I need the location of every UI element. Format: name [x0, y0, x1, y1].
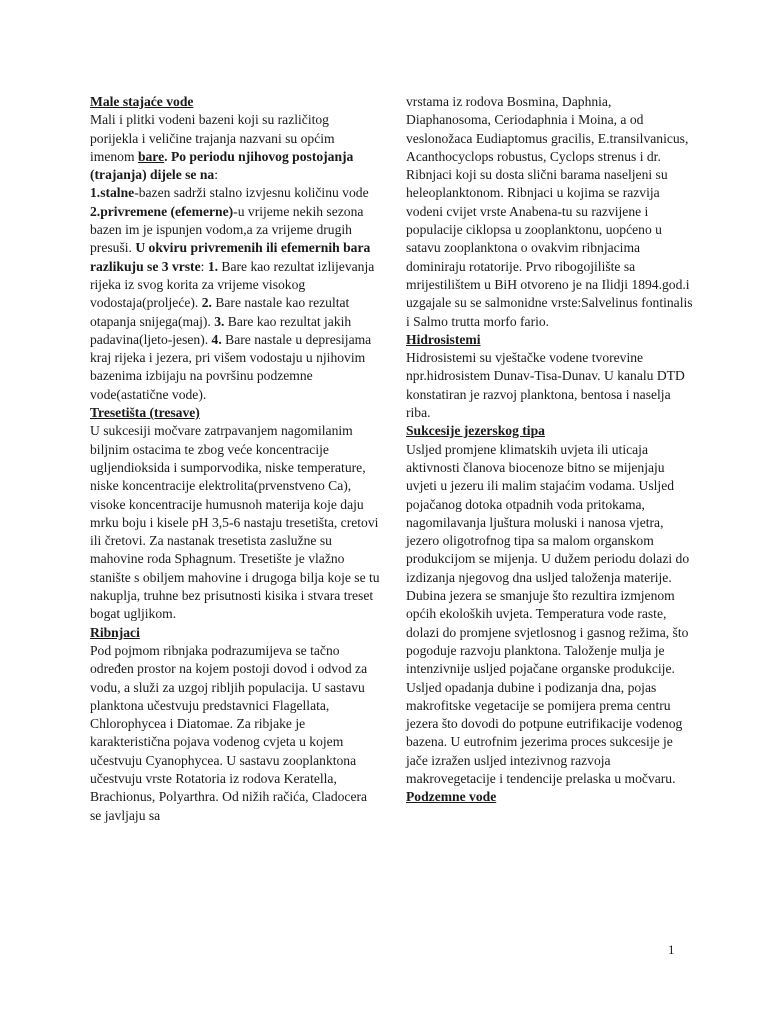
section-hidrosistemi: [406, 331, 696, 422]
list-number: 3.: [214, 313, 225, 329]
page-number: 1: [668, 942, 675, 957]
left-column: [90, 93, 380, 825]
section-tresetista: [90, 404, 380, 624]
text-run: -u vrijeme nekih sezona bazen im je ispunjen vodom,a za vrijeme drugih presuši.: [90, 203, 364, 256]
list-number: 1.: [207, 258, 219, 274]
section-heading: Sukcesije jezerskog tipa: [406, 423, 545, 439]
section-heading: Male stajaće vode: [90, 94, 194, 109]
text-run: Bare kao rezultat jakih padavina(ljeto-jesen).: [90, 313, 352, 347]
label-stalne: 1.stalne: [90, 185, 135, 201]
right-column: [406, 93, 696, 807]
section-male-stajace-vode: [90, 93, 380, 404]
paragraph: [90, 203, 380, 404]
text-run: Bare kao rezultat izlijevanja rijeka iz svog korita za vrijeme visokog vodostaja(proljeće).: [90, 258, 375, 311]
section-heading: Hidrosistemi: [406, 331, 481, 347]
paragraph: U sukcesiji močvare zatrpavanjem nagomilanim biljnim ostacima te zbog veće koncentracije ugljendioksida i sumporvodika, niske temperature, niske koncentracije elektrolita(prvenstveno Ca), visoke koncentracije humusnoh materija koje daju mrku boju i kisele pH 3,5-6 nastaju tresetišta, cretovi ili čretovi. Za nastanak tresetista zaslužne su mahovine roda Sphagnum. Tresetište je vlažno stanište s obiljem mahovine i drugoga bilja koje se tu nakuplja, truhne bez prisutnosti kisika i stvara treset bogat ugljikom.: [90, 423, 380, 622]
text-run: Bare nastale u depresijama kraj rijeka i jezera, pri višem vodostaju u njihovim bazenima izbijaju na površinu podzemne vode(astatične vode).: [90, 331, 372, 402]
text-run: :: [214, 167, 218, 183]
text-run: :: [200, 258, 208, 274]
label-privremene: 2.privremene (efemerne): [90, 203, 234, 219]
list-number: 4.: [211, 331, 222, 347]
paragraph: Hidrosistemi su vještačke vodene tvorevine npr.hidrosistem Dunav-Tisa-Dunav. U kanalu DTD konstatiran je razvoj planktona, bentosa i naselja riba.: [406, 350, 685, 421]
paragraph: Usljed promjene klimatskih uvjeta ili uticaja aktivnosti članova biocenoze bitno se mijenjaju uvjeti u jezeru ili malim stajaćim vodama. Usljed pojačanog dotoka otpadnih voda pritokama, nagomilavanja ljuštura moluski i nanosa vjetra, jezero oligotrofnog tipa sa malom organskom produkcijom se mijenja. U dužem periodu dolazi do izdizanja njegovog dna usljed taloženja materije. Dubina jezera se smanjuje što rezultira izmjenom općih ekoloških uvjeta. Temperatura vode raste, dolazi do promjene svjetlosnog i gasnog režima, što pogoduje razvoju planktona. Taloženje mulja je intenzivnije usljed pojačane organske produkcije. Usljed opadanja dubine i podizanja dna, pojas makrofitske vegetacije se pomijera prema centru jezera što dovodi do potpune eutrifikacije vodenog bazena. U eutrofnim jezerima proces sukcesije je jače izražen usljed intezivnog razvoja makrovegetacije i tendencije prelaska u močvaru.: [406, 441, 690, 786]
text-run-bold: U okviru privremenih ili efemernih bara razlikuju se 3 vrste: [90, 240, 371, 274]
paragraph: [90, 184, 380, 202]
text-run: Mali i plitki vodeni bazeni koji su različitog porijekla i veličine trajanja nazvani su općim imenom: [90, 112, 335, 164]
paragraph: Pod pojmom ribnjaka podrazumijeva se tačno određen prostor na kojem postoji dovod i odvod za vodu, a služi za uzgoj ribljih populacija. U sastavu planktona učestvuju predstavnici Flagellata, Chlorophycea i Diatomae. Za ribjake je karakteristična pojava vodenog cvjeta u kojem učestvuju Cyanophycea. U sastavu zooplanktona učestvuju vrste Rotatoria iz rodova Keratella, Brachionus, Polyarthra. Od nižih račića, Cladocera se javljaju sa: [90, 642, 368, 823]
paragraph-continuation: vrstama iz rodova Bosmina, Daphnia, Diaphanosoma, Ceriodaphnia i Moina, a od veslonožaca Eudiaptomus gracilis, E.transilvanicus, Acanthocyclops robustus, Cyclops strenus i dr. Ribnjaci koji su dosta slični barama naseljeni su heleoplanktonom. Ribnjaci u kojima se razvija vodeni cvijet vrste Anabena-tu su razvijene i populacije ciklopsa u zooplanktonu, uopćeno u satavu zooplanktona o ovakvim ribnjacima dominiraju rotatorije. Prvo ribogojilište sa mrijestilištem u BiH otvoreno je na Ilidji 1894.god.i uzgajale su se salmonidne vrste:Salvelinus fontinalis i Salmo trutta morfo fario.: [406, 94, 693, 329]
section-podzemne-vode: [406, 788, 696, 806]
section-heading: Tresetišta (tresave): [90, 405, 200, 421]
text-run: -bazen sadrži stalno izvjesnu količinu vode: [134, 185, 369, 201]
text-run: Bare nastale kao rezultat otapanja snijega(maj).: [90, 295, 350, 329]
section-sukcesije: [406, 422, 696, 788]
section-ribnjaci: [90, 624, 380, 825]
section-heading: Ribnjaci: [90, 624, 140, 640]
list-number: 2.: [201, 295, 212, 311]
text-run-bold: . Po periodu njihovog postojanja (trajanja) dijele se na: [90, 148, 354, 183]
section-heading: Podzemne vode: [406, 789, 497, 805]
term-bare: bare: [137, 148, 165, 164]
paragraph: [90, 111, 380, 184]
